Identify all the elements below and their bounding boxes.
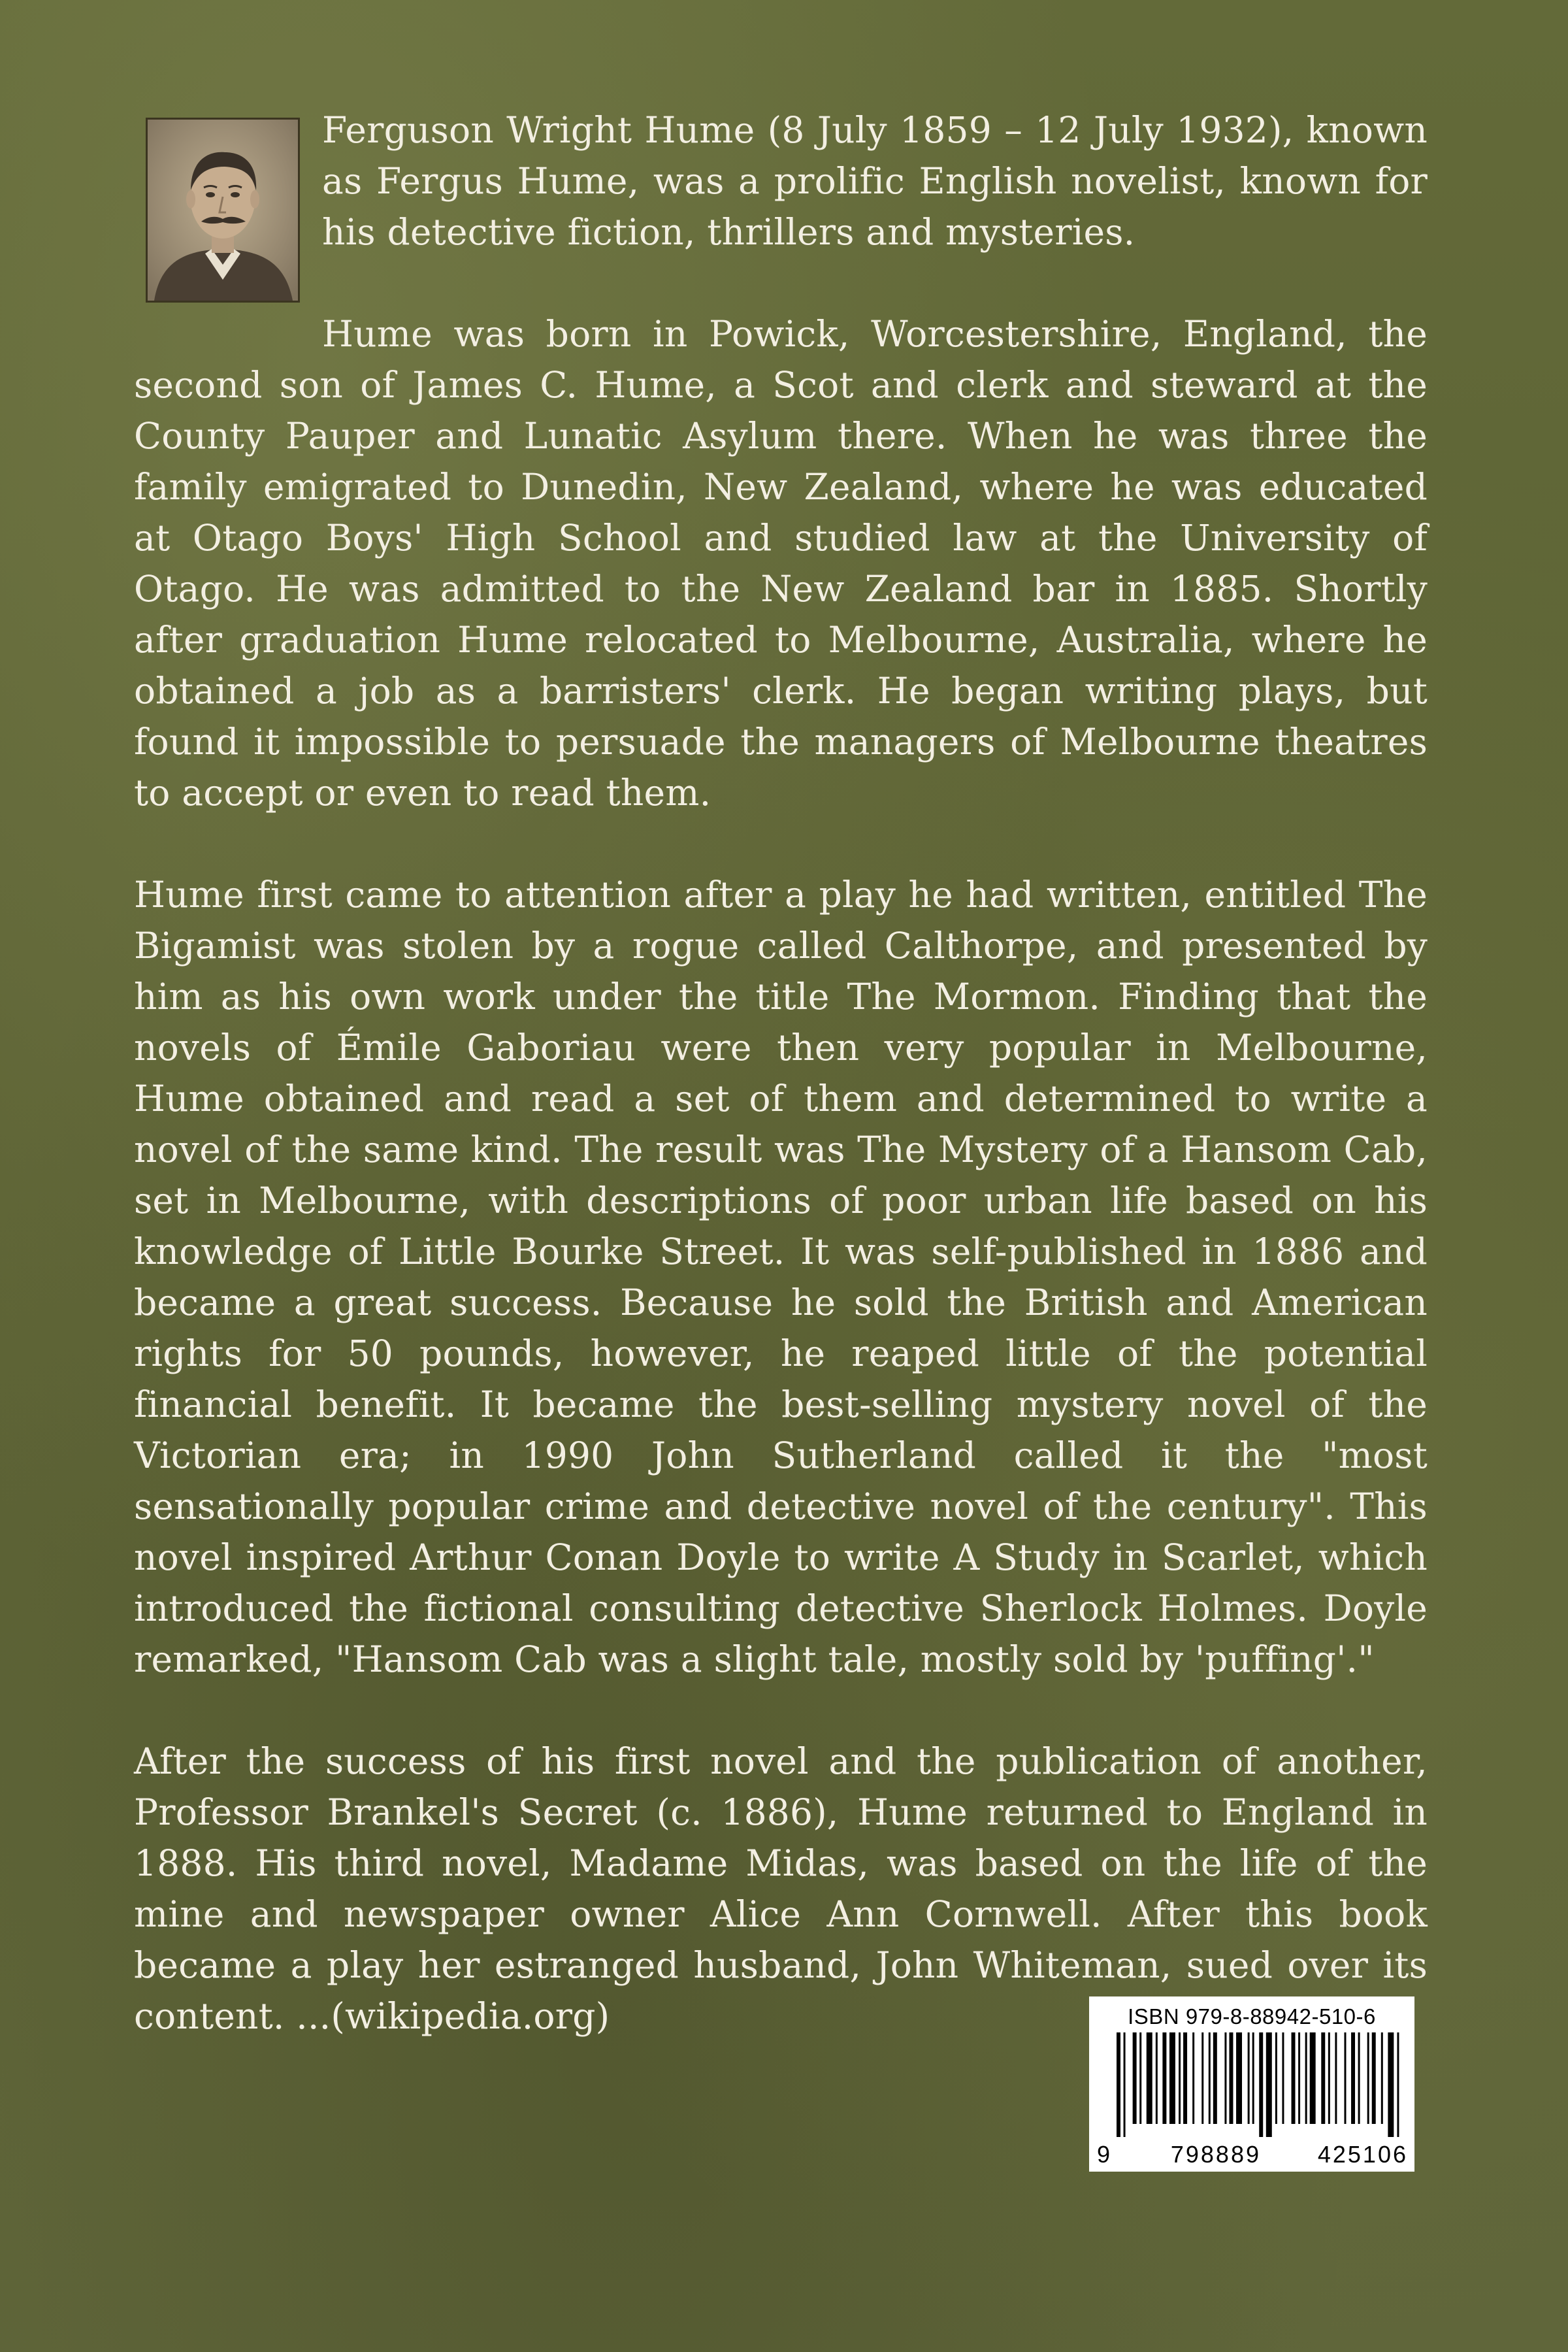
barcode-bar: [1133, 2032, 1137, 2124]
barcode-bar: [1310, 2032, 1316, 2124]
barcode-digits-right: 425106: [1317, 2141, 1408, 2168]
barcode-bar: [1183, 2032, 1187, 2124]
barcode-bar: [1275, 2032, 1277, 2124]
barcode-bar: [1147, 2032, 1152, 2124]
barcode-bar: [1162, 2032, 1166, 2124]
barcode-bar: [1367, 2032, 1369, 2124]
barcode-digit-first: 9: [1097, 2141, 1111, 2168]
barcode-bar: [1213, 2032, 1217, 2124]
barcode-digits: [1097, 2142, 1408, 2168]
barcode-bar: [1229, 2032, 1233, 2124]
barcode-bars: [1117, 2032, 1404, 2137]
paragraph-intro: Ferguson Wright Hume (8 July 1859 – 12 July 1932), known as Fergus Hume, was a prolific English novelist, known for his detective fiction, thrillers and mysteries.: [322, 109, 1428, 253]
barcode-bar: [1282, 2032, 1284, 2124]
barcode-bar: [1372, 2032, 1376, 2124]
barcode-bar: [1209, 2032, 1211, 2124]
paragraph-early-life: Hume was born in Powick, Worcestershire, England, the second son of James C. Hume, a Scot and clerk and steward at the County Pauper and Lunatic Asylum there. When he was three the family emigrated to Dunedin, New Zealand, where he was educated at Otago Boys' High School and studied law at the University of Otago. He was admitted to the New Zealand bar in 1885. Shortly after graduation Hume relocated to Melbourne, Australia, where he obtained a job as a barristers' clerk. He began writing plays, but found it impossible to persuade the managers of Melbourne theatres to accept or even to read them.: [134, 313, 1428, 814]
paragraph-hansom-cab: Hume first came to attention after a play he had written, entitled The Bigamist was stolen by a rogue called Calthorpe, and presented by him as his own work under the title The Mormon. Finding that the novels of Émile Gaboriau were then very popular in Melbourne, Hume obtained and read a set of them and determined to write a novel of the same kind. The result was The Mystery of a Hansom Cab, set in Melbourne, with descriptions of poor urban life based on his knowledge of Little Bourke Street. It was self-published in 1886 and became a great success. Because he sold the British and American rights for 50 pounds, however, he reaped little of the potential financial benefit. It became the best-selling mystery novel of the Victorian era; in 1990 John Sutherland called it the "most sensationally popular crime and detective novel of the century". This novel inspired Arthur Conan Doyle to write A Study in Scarlet, which introduced the fictional consulting detective Sherlock Holmes. Doyle remarked, "Hansom Cab was a slight tale, mostly sold by 'puffing'.": [134, 874, 1428, 1680]
author-portrait-photo: [146, 118, 300, 303]
barcode-bar: [1156, 2032, 1158, 2124]
barcode-bar: [1292, 2032, 1296, 2124]
paragraph-later-career: After the success of his first novel and the publication of another, Professor Brankel's Secret (c. 1886), Hume returned to England in 1888. His third novel, Madame Midas, was based on the life of the mine and newspaper owner Alice Ann Cornwell. After this book became a play her estranged husband, John Whiteman, sued over its content. ...(wikipedia.org): [134, 1740, 1428, 2037]
barcode-digits-left: 798889: [1170, 2141, 1261, 2168]
barcode-bar: [1124, 2032, 1126, 2137]
barcode-bar: [1139, 2032, 1141, 2124]
barcode-bar: [1305, 2032, 1307, 2124]
barcode-bar: [1351, 2032, 1355, 2124]
barcode-bar: [1224, 2032, 1226, 2124]
isbn-barcode: [1089, 1996, 1414, 2172]
isbn-label: ISBN 979-8-88942-510-6: [1128, 2004, 1376, 2029]
barcode-bar: [1236, 2032, 1242, 2124]
barcode-bar: [1248, 2032, 1250, 2124]
barcode-bar: [1328, 2032, 1330, 2124]
barcode-bar: [1321, 2032, 1325, 2124]
barcode-bar: [1201, 2032, 1203, 2124]
barcode-bar: [1179, 2032, 1181, 2124]
barcode-bar: [1298, 2032, 1300, 2124]
barcode-bar: [1397, 2032, 1399, 2137]
barcode-bar: [1388, 2032, 1394, 2137]
barcode-bar: [1381, 2032, 1383, 2124]
barcode-bar: [1266, 2032, 1272, 2137]
barcode-bar: [1169, 2032, 1175, 2124]
barcode-bar: [1117, 2032, 1120, 2137]
barcode-bar: [1259, 2032, 1263, 2137]
barcode-bar: [1358, 2032, 1360, 2124]
barcode-bar: [1252, 2032, 1254, 2124]
barcode-bar: [1192, 2032, 1194, 2124]
description-text: [134, 105, 1428, 2042]
barcode-bar: [1335, 2032, 1337, 2124]
barcode-bar: [1344, 2032, 1346, 2124]
